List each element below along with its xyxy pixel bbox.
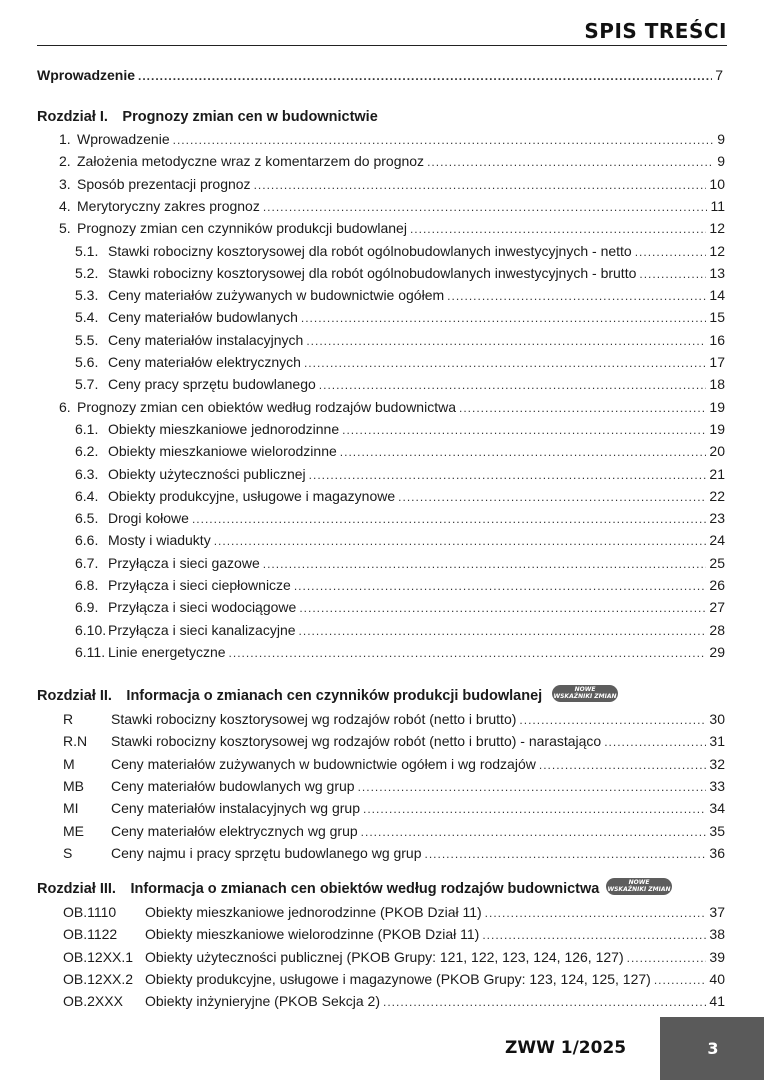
toc-entry[interactable] [75,641,725,663]
toc-entry[interactable] [75,574,725,596]
toc-entry-page: 22 [709,487,725,504]
toc-entry-label: Stawki robocizny kosztorysowej dla robót ogólnobudowlanych inwestycyjnych - brutto [108,264,637,281]
toc-entry-number: 5.6. [75,354,99,370]
issue-label: ZWW 1/2025 [505,1038,627,1058]
toc-entry-label: Przyłącza i sieci ciepłownicze [108,577,291,593]
toc-entry-number: 5.3. [75,287,99,304]
toc-entry-label: Stawki robocizny kosztorysowej wg rodzajów robót (netto i brutto) - narastająco [111,733,602,750]
toc-entry-page: 25 [709,554,725,571]
leader-dots [363,798,706,820]
toc-entry-page: 20 [709,443,725,460]
toc-entry[interactable] [63,820,725,842]
toc-entry-label: Mosty i wiadukty [108,532,211,549]
toc-entry-intro[interactable] [37,64,723,86]
toc-entry-label: Obiekty inżynieryjne (PKOB Sekcja 2) [145,993,380,1010]
leader-dots [482,924,706,946]
toc-entry-number: 5.7. [75,376,99,393]
toc-entry-page: 16 [709,331,725,348]
toc-entry-page: 19 [709,420,725,437]
leader-dots [627,947,707,969]
toc-entry-page: 40 [709,970,725,987]
leader-dots [254,174,707,196]
leader-dots [539,754,707,776]
toc-entry[interactable] [63,842,725,864]
toc-entry-label: Ceny najmu i pracy sprzętu budowlanego wg grup [111,844,422,861]
toc-entry-page: 29 [709,643,725,660]
toc-entry-number: 4. [59,197,71,214]
toc-entry-number: M [63,755,75,772]
toc-entry-label: Wprowadzenie [77,131,170,147]
leader-dots [229,642,707,664]
leader-dots [485,902,707,924]
toc-entry-label: Stawki robocizny kosztorysowej dla robót ogólnobudowlanych inwestycyjnych - netto [108,242,632,259]
toc-entry[interactable] [63,901,725,923]
toc-entry-page: 39 [709,948,725,965]
leader-dots [304,352,706,374]
toc-entry-label: Obiekty mieszkaniowe wielorodzinne (PKOB Dział 11) [145,926,480,943]
toc-entry-label: Merytoryczny zakres prognoz [77,197,260,214]
leader-dots [519,709,706,731]
toc-entry-label: Przyłącza i sieci wodociągowe [108,599,297,616]
toc-entry[interactable] [63,753,725,775]
toc-entry-page: 41 [709,993,725,1010]
toc-entry[interactable] [59,217,725,239]
leader-dots [263,553,707,575]
toc-entry-label: Wprowadzenie [37,67,136,83]
toc-entry-number: 6.10. [75,621,107,638]
toc-entry-number: R.N [63,733,88,750]
toc-entry-label: Obiekty produkcyjne, usługowe i magazynowe (PKOB Grupy: 123, 124, 125, 127) [145,970,651,987]
new-indicators-badge: NOWE WSKAŹNIKI ZMIAN [553,686,617,700]
toc-entry-page: 36 [709,844,725,861]
toc-entry-page: 37 [709,904,725,920]
toc-entry-label: Obiekty mieszkaniowe jednorodzinne [108,420,340,437]
toc-entry-number: 5.5. [75,331,99,348]
toc-entry[interactable] [59,173,725,195]
page-number-box [660,1017,764,1080]
toc-entry-page: 21 [709,465,725,482]
leader-dots [173,129,715,151]
toc-entry[interactable] [75,351,725,373]
toc-entry-number: 6.7. [75,554,99,571]
toc-entry-page: 27 [709,599,725,616]
leader-dots [138,65,712,87]
toc-entry-page: 15 [709,309,725,326]
toc-entry-page: 34 [709,800,725,817]
toc-entry[interactable] [63,708,725,730]
toc-entry[interactable] [63,797,725,819]
toc-entry-number: 1. [59,131,71,147]
toc-entry-page: 38 [709,926,725,943]
toc-entry-label: Sposób prezentacji prognoz [77,175,251,192]
leader-dots [425,843,707,865]
toc-entry[interactable] [59,396,725,418]
toc-entry-label: Prognozy zmian cen czynników produkcji budowlanej [77,220,407,237]
toc-entry-label: Ceny materiałów budowlanych wg grup [111,777,355,794]
toc-entry[interactable] [75,329,725,351]
toc-entry-number: 6.3. [75,465,99,482]
toc-entry-page: 24 [709,532,725,549]
toc-entry-label: Założenia metodyczne wraz z komentarzem do prognoz [77,153,425,170]
leader-dots [410,218,706,240]
toc-entry-number: OB.12XX.2 [63,970,134,987]
toc-entry-page: 13 [709,264,725,281]
toc-entry[interactable] [75,262,725,284]
toc-entry-number: 6.1. [75,420,99,437]
toc-entry-number: 6. [59,398,71,415]
toc-entry[interactable] [63,946,725,968]
toc-entry-number: 2. [59,153,71,170]
toc-entry-number: 6.6. [75,532,99,549]
toc-entry-page: 28 [709,621,725,638]
toc-entry-label: Ceny materiałów zużywanych w budownictwie ogółem [108,287,445,304]
toc-entry-number: MI [63,800,79,817]
toc-entry[interactable] [59,150,725,172]
toc-entry-number: OB.1110 [63,904,117,920]
leader-dots [301,307,707,329]
toc-entry-label: Obiekty mieszkaniowe wielorodzinne [108,443,337,460]
toc-entry[interactable] [75,240,725,262]
toc-entry[interactable] [75,463,725,485]
toc-entry[interactable] [59,195,725,217]
toc-entry[interactable] [75,619,725,641]
toc-entry-label: Przyłącza i sieci gazowe [108,554,260,571]
toc-entry-number: ME [63,822,84,839]
toc-entry-number: 6.4. [75,487,99,504]
toc-entry-page: 17 [709,354,725,370]
toc-entry-number: 6.5. [75,510,99,527]
toc-entry-number: 3. [59,175,71,192]
toc-entry-number: S [63,844,73,861]
toc-entry[interactable] [63,990,725,1012]
leader-dots [309,464,707,486]
chapter-2-heading: Rozdział II. Informacja o zmianach cen czynników produkcji budowlanej [37,688,543,704]
toc-entry-page: 30 [709,711,725,727]
leader-dots [427,151,714,173]
leader-dots [383,991,706,1013]
page-number: 3 [707,1039,719,1058]
toc-entry[interactable] [75,440,725,462]
toc-entry-label: Stawki robocizny kosztorysowej wg rodzajów robót (netto i brutto) [111,711,517,727]
toc-entry-label: Obiekty mieszkaniowe jednorodzinne (PKOB Dział 11) [145,904,482,920]
toc-entry-label: Ceny materiałów budowlanych [108,309,298,326]
chapter-3-heading: Rozdział III. Informacja o zmianach cen obiektów według rodzajów budownictwa [37,881,600,897]
new-indicators-badge: NOWE WSKAŹNIKI ZMIAN [607,879,671,893]
toc-entry-page: 32 [709,755,725,772]
toc-entry-number: R [63,711,74,727]
toc-entry-label: Przyłącza i sieci kanalizacyjne [108,621,296,638]
leader-dots [447,285,706,307]
toc-entry-label: Obiekty produkcyjne, usługowe i magazynowe [108,487,396,504]
toc-entry[interactable] [75,418,725,440]
leader-dots [361,821,707,843]
toc-entry-label: Ceny materiałów zużywanych w budownictwie ogółem i wg rodzajów [111,755,536,772]
leader-dots [263,196,708,218]
leader-dots [340,441,707,463]
toc-entry-label: Ceny pracy sprzętu budowlanego [108,376,316,393]
toc-entry-label: Prognozy zmian cen obiektów według rodzajów budownictwa [77,398,456,415]
toc-entry[interactable] [75,373,725,395]
page-title: SPIS TREŚCI [584,19,727,43]
toc-entry-page: 10 [709,175,725,192]
toc-entry[interactable] [75,596,725,618]
toc-entry-label: Ceny materiałów instalacyjnych [108,331,304,348]
toc-entry-page: 12 [709,220,725,237]
toc-entry-page: 19 [709,398,725,415]
toc-entry-label: Linie energetyczne [108,643,226,660]
toc-entry-page: 33 [709,777,725,794]
leader-dots [299,620,707,642]
toc-entry-page: 18 [709,376,725,393]
toc-entry-label: Ceny materiałów instalacyjnych wg grup [111,800,360,817]
toc-entry[interactable] [75,284,725,306]
toc-entry-number: OB.12XX.1 [63,948,134,965]
toc-entry[interactable] [75,552,725,574]
leader-dots [294,575,707,597]
toc-entry-number: 5. [59,220,71,237]
toc-entry[interactable] [75,529,725,551]
toc-entry-page: 9 [717,131,725,147]
leader-dots [635,241,707,263]
toc-entry[interactable] [75,485,725,507]
leader-dots [604,731,706,753]
toc-entry-page: 26 [709,577,725,593]
leader-dots [639,263,706,285]
toc-entry-label: Obiekty użyteczności publicznej [108,465,306,482]
toc-entry[interactable] [63,923,725,945]
toc-entry[interactable] [63,730,725,752]
toc-entry-number: 6.11. [75,643,106,660]
toc-entry[interactable] [63,775,725,797]
toc-entry-label: Drogi kołowe [108,510,189,527]
leader-dots [358,776,707,798]
toc-entry-number: OB.2XXX [63,993,123,1010]
header-rule [37,45,727,46]
toc-entry-number: 6.8. [75,577,99,593]
toc-entry-page: 9 [717,153,725,170]
toc-entry-label: Ceny materiałów elektrycznych wg grup [111,822,358,839]
toc-entry[interactable] [75,507,725,529]
chapter-1-heading: Rozdział I. Prognozy zmian cen w budownictwie [37,109,378,125]
toc-entry-page: 23 [709,510,725,527]
toc-entry-number: MB [63,777,84,794]
leader-dots [214,530,707,552]
toc-entry-page: 14 [709,287,725,304]
leader-dots [654,969,707,991]
leader-dots [398,486,706,508]
leader-dots [192,508,706,530]
leader-dots [342,419,706,441]
toc-entry-number: OB.1122 [63,926,118,943]
toc-entry-number: 5.4. [75,309,99,326]
toc-entry-page: 31 [709,733,725,750]
toc-entry[interactable] [59,128,725,150]
leader-dots [459,397,706,419]
toc-entry-page: 35 [709,822,725,839]
leader-dots [319,374,707,396]
toc-entry-page: 7 [715,67,723,83]
toc-entry-number: 5.2. [75,264,99,281]
toc-entry-number: 5.1. [75,242,99,259]
toc-entry-label: Obiekty użyteczności publicznej (PKOB Grupy: 121, 122, 123, 124, 126, 127) [145,948,624,965]
toc-entry-page: 11 [710,197,725,214]
leader-dots [306,330,706,352]
toc-entry-number: 6.2. [75,443,99,460]
toc-entry-label: Ceny materiałów elektrycznych [108,354,301,370]
toc-entry-page: 12 [709,242,725,259]
toc-entry-number: 6.9. [75,599,99,616]
leader-dots [299,597,706,619]
toc-entry[interactable] [75,306,725,328]
toc-entry[interactable] [63,968,725,990]
